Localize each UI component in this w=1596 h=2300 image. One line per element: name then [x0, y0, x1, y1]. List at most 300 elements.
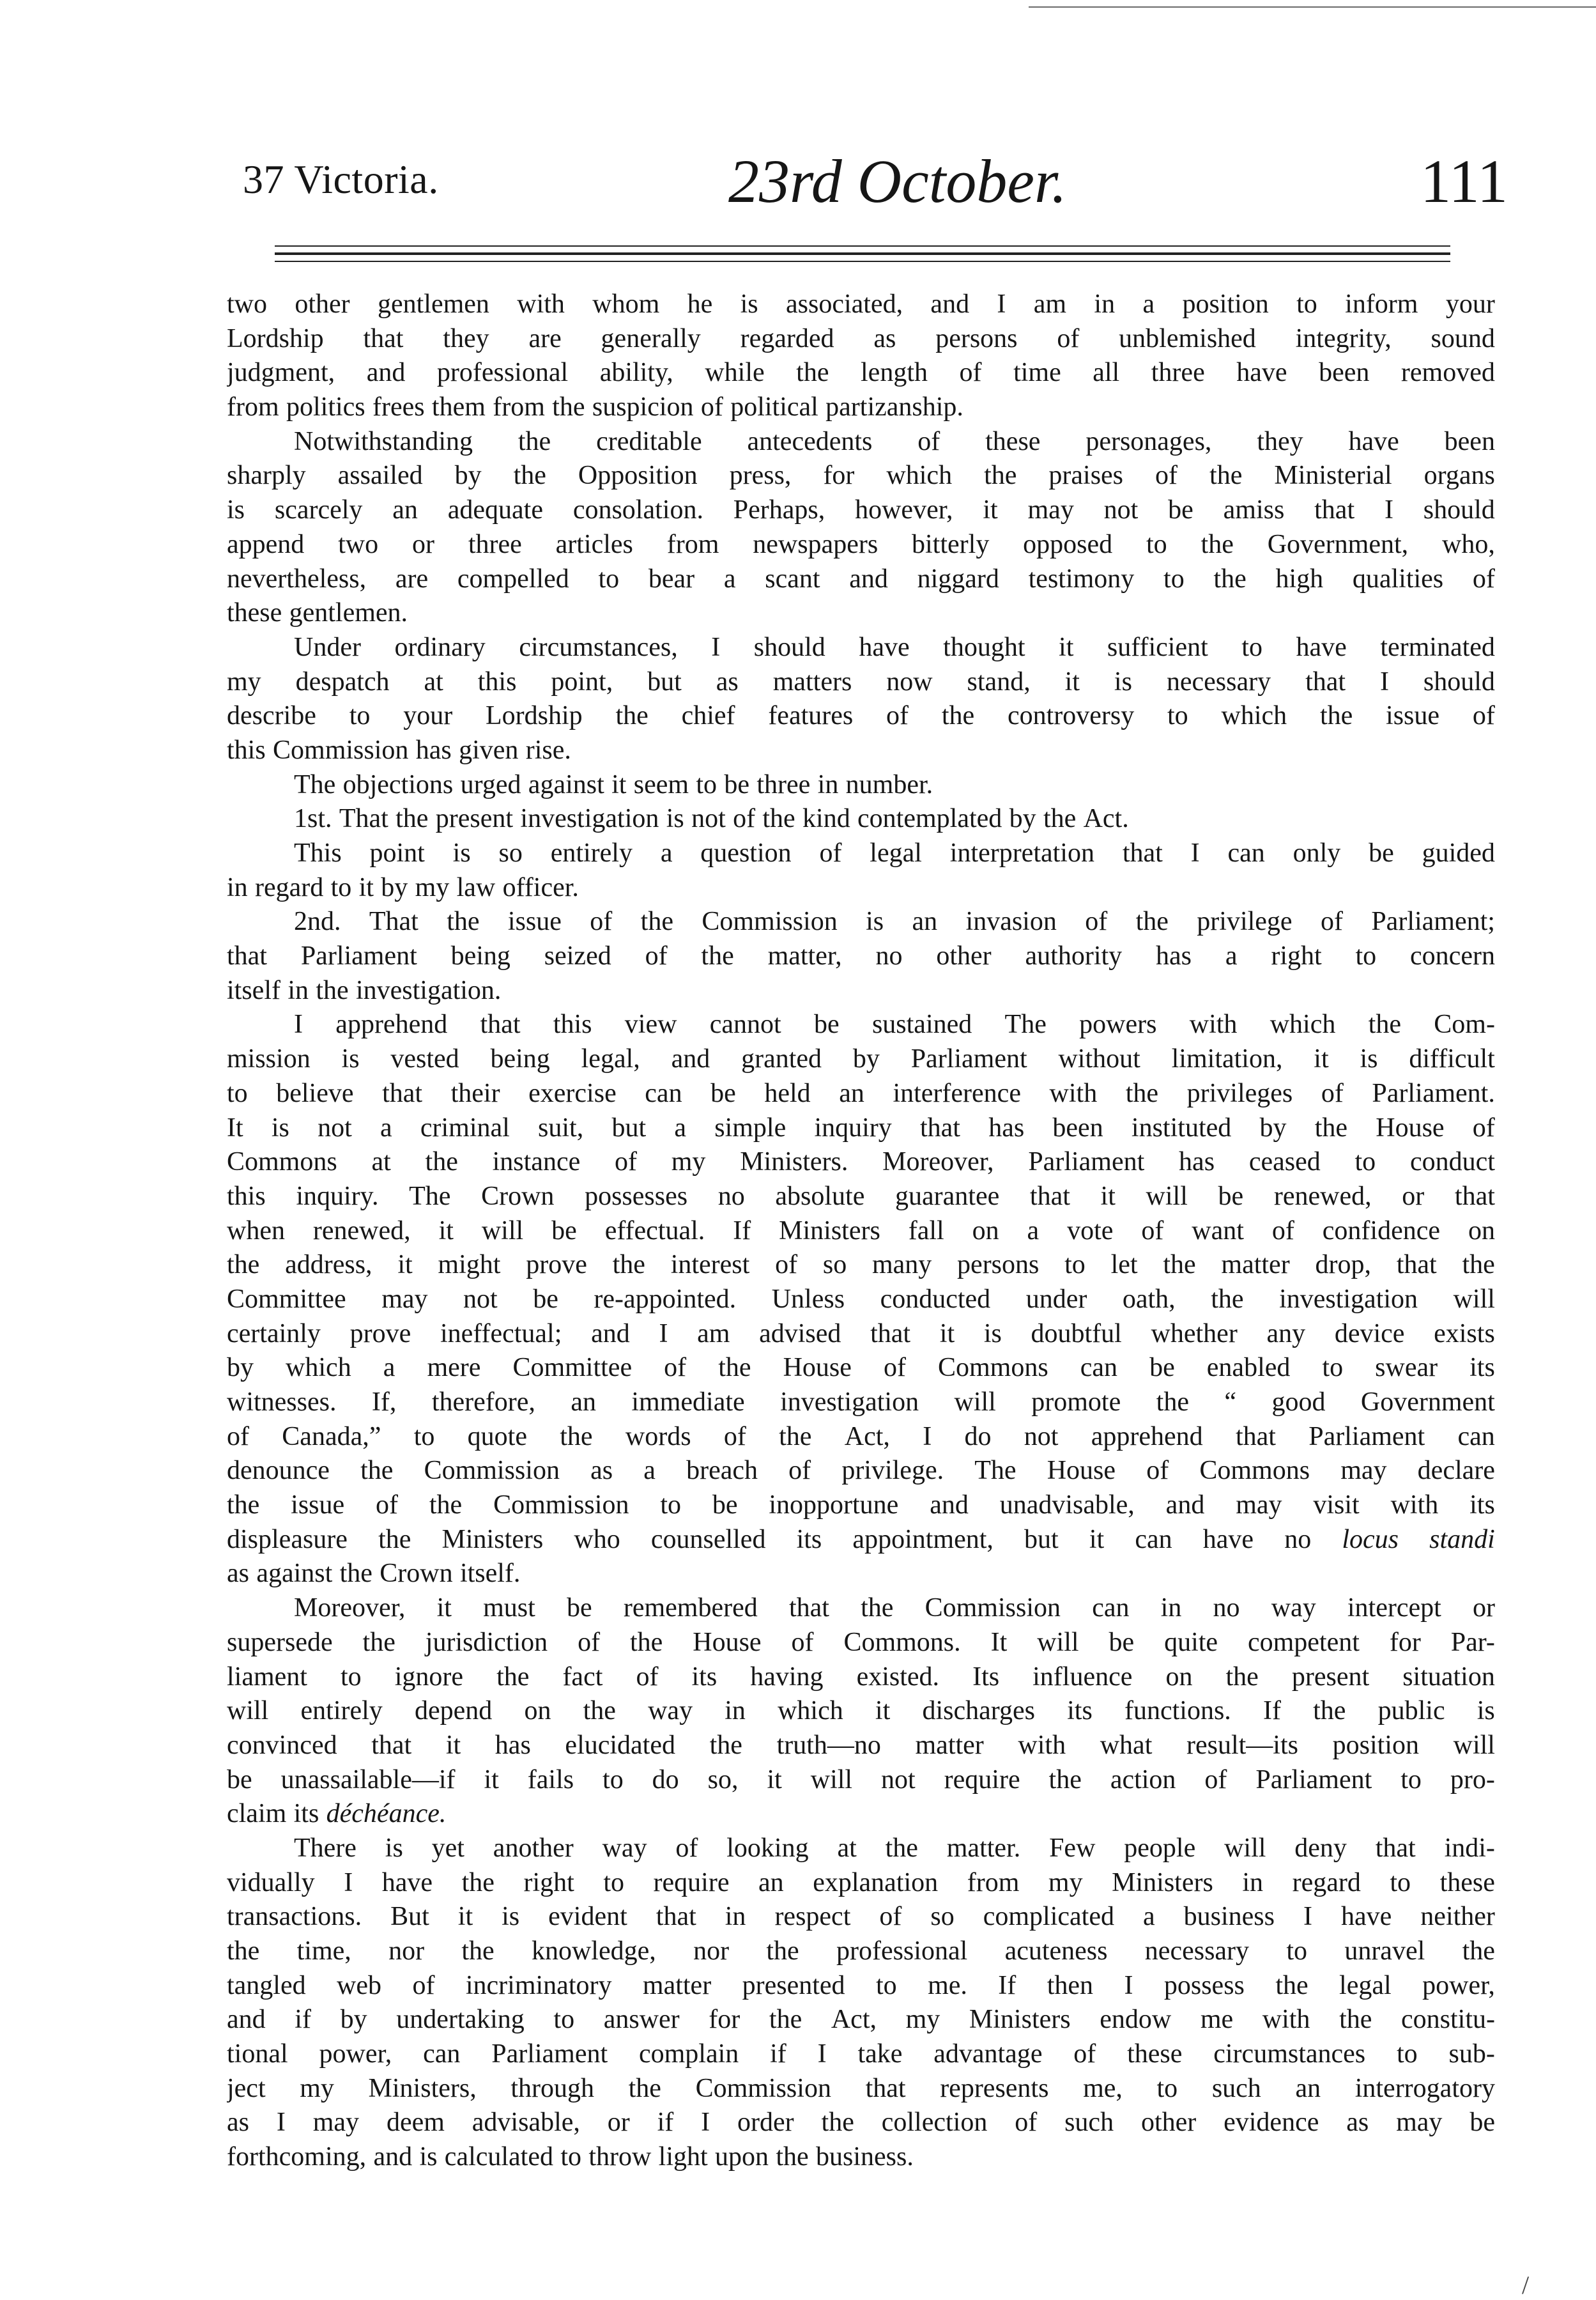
word: whom	[592, 289, 660, 319]
word: has	[415, 735, 452, 765]
word: by	[340, 2005, 367, 2035]
word: judgment,	[227, 358, 335, 388]
text-line	[227, 1008, 1495, 1042]
text-line	[227, 1660, 1495, 1695]
word: an	[758, 1867, 784, 1897]
word: will	[810, 1764, 853, 1794]
word: appointment,	[852, 1524, 994, 1554]
word: is	[866, 907, 884, 937]
word: prove	[349, 1318, 411, 1348]
word: the	[1368, 1010, 1401, 1040]
word: take	[857, 2039, 903, 2069]
word: to	[1286, 1936, 1308, 1966]
word: the	[339, 1559, 372, 1589]
word: associated,	[785, 289, 903, 319]
word: locus	[1342, 1524, 1399, 1554]
word: competent	[1247, 1627, 1360, 1657]
word: they	[1257, 426, 1303, 456]
word: Parliament;	[1371, 907, 1495, 937]
word: vested	[390, 1044, 459, 1074]
word: possesses	[585, 1181, 688, 1211]
word: three	[1151, 358, 1205, 388]
word: Perhaps,	[733, 495, 825, 525]
word: inquiry	[814, 1113, 892, 1143]
word: to	[875, 1970, 897, 2000]
word: the	[941, 701, 975, 731]
word: Committee	[227, 1284, 346, 1314]
word: depend	[414, 1696, 493, 1726]
word: instituted	[1131, 1113, 1232, 1143]
word: such	[1064, 2108, 1114, 2138]
word: ineffectual;	[440, 1318, 562, 1348]
text-line	[227, 631, 1495, 665]
word: in	[817, 769, 839, 799]
word: order	[737, 2108, 794, 2138]
word: forthcoming,	[227, 2142, 367, 2172]
word: of	[886, 701, 909, 731]
word: effectual.	[604, 1216, 705, 1246]
word: constitu-	[1401, 2005, 1495, 2035]
word: exercise	[528, 1078, 617, 1108]
word: no	[1213, 1593, 1240, 1623]
word: the	[769, 2005, 802, 2035]
word: power,	[1422, 1970, 1495, 2000]
word: its	[293, 1799, 319, 1829]
word: that	[1396, 1250, 1437, 1280]
word: the	[701, 941, 734, 971]
word: if	[657, 2108, 674, 2138]
word: with	[1262, 2005, 1310, 2035]
word: be	[712, 1490, 738, 1520]
word: they	[443, 323, 489, 353]
word: which	[1221, 701, 1287, 731]
word: and	[849, 564, 888, 594]
word: I	[276, 2108, 286, 2138]
word: advised	[759, 1318, 841, 1348]
word: the	[630, 1627, 663, 1657]
word: unblemished	[1119, 323, 1256, 353]
word: of	[590, 907, 613, 937]
header-regnal-year: 37 Victoria.	[243, 157, 439, 202]
word: to	[349, 701, 371, 731]
word: under	[1025, 1284, 1087, 1314]
word: from	[227, 392, 279, 422]
word: itself.	[459, 1559, 521, 1589]
word: its	[1469, 1490, 1495, 1520]
word: held	[764, 1078, 811, 1108]
word: should	[1423, 495, 1495, 525]
word: I	[1190, 838, 1200, 868]
word: the	[885, 1833, 918, 1863]
word: That	[369, 907, 418, 937]
word: of	[636, 1662, 659, 1692]
word: and	[671, 1044, 710, 1074]
word: Opposition	[578, 461, 698, 491]
word: is	[341, 1044, 360, 1074]
word: can	[645, 1078, 682, 1108]
word: the	[718, 1353, 751, 1383]
word: be	[551, 1216, 577, 1246]
word: I	[1384, 495, 1393, 525]
word: Commons	[1199, 1456, 1310, 1486]
word: Commission	[925, 1593, 1061, 1623]
word: that	[1375, 1833, 1416, 1863]
word: has	[1156, 941, 1192, 971]
word: have	[1202, 1524, 1254, 1554]
word: scarcely	[274, 495, 363, 525]
word: matter	[915, 1730, 984, 1760]
word: pro-	[1450, 1764, 1495, 1794]
word: and	[930, 1490, 969, 1520]
word: It	[227, 1113, 243, 1143]
word: I	[817, 2039, 827, 2069]
word: which	[1270, 1010, 1336, 1040]
corner-mark: /	[1522, 2271, 1530, 2299]
word: the	[1319, 701, 1353, 731]
word: sustained	[871, 1010, 972, 1040]
word: to	[1354, 1147, 1376, 1177]
word: Crown	[481, 1181, 555, 1211]
word: 2nd.	[294, 907, 341, 937]
word: political	[730, 392, 818, 422]
word: my	[227, 667, 261, 697]
word: antecedents	[747, 426, 873, 456]
word: be	[1469, 2108, 1495, 2138]
word: a	[1142, 1902, 1155, 1932]
word: with	[1189, 1010, 1238, 1040]
word: of	[917, 426, 940, 456]
word: its	[1067, 1696, 1093, 1726]
word: investigation	[520, 804, 659, 834]
word: investigation	[780, 1387, 919, 1417]
word: it	[1059, 632, 1074, 662]
word: not	[318, 1113, 352, 1143]
word: transactions.	[227, 1902, 362, 1932]
word: on	[524, 1696, 551, 1726]
word: high	[1275, 564, 1324, 594]
word: who	[574, 1524, 620, 1554]
word: good	[1271, 1387, 1326, 1417]
word: present	[1291, 1662, 1370, 1692]
word: Commission	[424, 1456, 560, 1486]
word: being	[450, 941, 510, 971]
word: to	[696, 769, 717, 799]
word: words	[625, 1421, 691, 1451]
word: require	[653, 1867, 730, 1897]
word: my	[905, 2005, 940, 2035]
word: objections	[342, 769, 454, 799]
word: three	[756, 769, 811, 799]
word: the	[984, 461, 1017, 491]
word: of	[723, 1421, 746, 1451]
word: way	[648, 1696, 693, 1726]
word: supersede	[227, 1627, 333, 1657]
word: acuteness	[1004, 1936, 1108, 1966]
word: issue	[291, 1490, 345, 1520]
text-line	[227, 768, 1495, 803]
word: to	[1400, 1764, 1422, 1794]
word: the	[378, 1524, 411, 1554]
word: If	[1262, 1696, 1281, 1726]
word: on	[1468, 1216, 1495, 1246]
word: to	[1241, 632, 1262, 662]
word: it	[397, 1250, 413, 1280]
word: possess	[1163, 1970, 1245, 2000]
word: the	[447, 907, 480, 937]
word: the	[1213, 564, 1247, 594]
word: the	[316, 975, 349, 1005]
text-line	[227, 2037, 1495, 2072]
word: may	[1236, 1490, 1282, 1520]
word: Commission	[702, 907, 838, 937]
word: the	[560, 1421, 593, 1451]
word: nor	[388, 1936, 425, 1966]
word: limitation,	[1171, 1044, 1283, 1074]
word: from	[967, 1867, 1020, 1897]
word: will	[1453, 1730, 1495, 1760]
word: that	[480, 1010, 521, 1040]
word: witnesses.	[227, 1387, 337, 1417]
word: their	[450, 1078, 500, 1108]
word: will	[1037, 1627, 1079, 1657]
word: circumstances	[1213, 2039, 1366, 2069]
word: for	[1389, 1627, 1421, 1657]
word: let	[1110, 1250, 1138, 1280]
word: that	[363, 323, 404, 353]
word: to	[1396, 2039, 1418, 2069]
word: of	[883, 1353, 906, 1383]
word: sub-	[1448, 2039, 1495, 2069]
word: it	[1089, 1524, 1105, 1554]
text-line	[227, 322, 1495, 357]
word: is	[502, 1902, 520, 1932]
text-line	[227, 1385, 1495, 1420]
word: these	[1127, 2039, 1183, 2069]
word: should	[1423, 667, 1495, 697]
word: to	[1146, 529, 1167, 559]
text-line	[227, 288, 1495, 322]
word: displeasure	[227, 1524, 348, 1554]
word: now	[886, 667, 933, 697]
text-line	[227, 1317, 1495, 1352]
word: business.	[815, 2142, 914, 2172]
word: may	[1027, 495, 1074, 525]
word: The	[294, 769, 336, 799]
text-line	[227, 2140, 1495, 2175]
word: device	[1334, 1318, 1405, 1348]
word: visit	[1313, 1490, 1360, 1520]
word: right	[523, 1867, 574, 1897]
word: can	[423, 2039, 461, 2069]
word: point,	[551, 667, 613, 697]
word: But	[390, 1902, 429, 1932]
word: the	[1135, 907, 1169, 937]
word: apprehend	[335, 1010, 448, 1040]
word: so	[822, 1250, 847, 1280]
word: or	[1402, 1181, 1425, 1211]
word: what	[1100, 1730, 1153, 1760]
word: the	[1156, 1387, 1189, 1417]
word: the	[779, 1421, 812, 1451]
word: 1st.	[294, 804, 332, 834]
word: in	[227, 872, 248, 902]
word: suspicion	[592, 392, 694, 422]
word: that	[656, 1902, 696, 1932]
word: that	[382, 1078, 423, 1108]
word: Par-	[1450, 1627, 1495, 1657]
word: then	[1047, 1970, 1094, 2000]
word: seem	[633, 769, 689, 799]
word: compelled	[457, 564, 569, 594]
word: persons	[957, 1250, 1040, 1280]
word: business	[1183, 1902, 1275, 1932]
text-line	[227, 390, 1495, 425]
word: will	[1453, 1284, 1495, 1314]
word: be	[1168, 495, 1193, 525]
word: discharges	[922, 1696, 1035, 1726]
text-line	[227, 2072, 1495, 2106]
text-line	[227, 1248, 1495, 1283]
word: Act.	[1083, 804, 1129, 834]
word: the	[496, 1662, 530, 1692]
word: the	[425, 1147, 458, 1177]
word: which	[286, 1353, 351, 1383]
word: unravel	[1344, 1936, 1425, 1966]
text-line	[227, 1694, 1495, 1729]
word: this	[553, 1010, 592, 1040]
text-line	[227, 493, 1495, 528]
word: that	[371, 1730, 412, 1760]
word: against	[256, 1559, 333, 1589]
word: whether	[1151, 1318, 1238, 1348]
word: will	[227, 1696, 269, 1726]
word: be	[227, 1764, 252, 1794]
text-line	[227, 939, 1495, 974]
word: intercept	[1347, 1593, 1441, 1623]
word: criminal	[420, 1113, 510, 1143]
word: am	[1033, 289, 1067, 319]
word: of	[788, 1456, 811, 1486]
word: to	[1296, 289, 1317, 319]
word: convinced	[227, 1730, 337, 1760]
word: to	[660, 1490, 681, 1520]
word: the	[1314, 1113, 1348, 1143]
word: my	[1048, 1867, 1083, 1897]
word: with	[1018, 1730, 1066, 1760]
word: Ministers	[441, 1524, 544, 1554]
word: while	[705, 358, 765, 388]
word: will	[1224, 1833, 1266, 1863]
word: be	[1109, 1627, 1135, 1657]
word: amiss	[1223, 495, 1285, 525]
word: I	[659, 1318, 668, 1348]
word: the	[227, 1250, 260, 1280]
word: of	[1155, 461, 1178, 491]
word: Ministers,	[368, 2073, 477, 2103]
word: the	[1201, 529, 1234, 559]
word: at	[837, 1833, 857, 1863]
word: of	[578, 1627, 601, 1657]
word: sound	[1431, 323, 1495, 353]
word: granted	[741, 1044, 822, 1074]
word: have	[381, 1867, 433, 1897]
word: me,	[1083, 2073, 1123, 2103]
word: been	[1319, 358, 1370, 388]
word: If,	[371, 1387, 397, 1417]
word: circumstances,	[519, 632, 678, 662]
word: other	[936, 941, 992, 971]
word: no	[1284, 1524, 1312, 1554]
word: concern	[1410, 941, 1495, 971]
word: right	[1271, 941, 1322, 971]
word: urged	[460, 769, 521, 799]
word: be	[533, 1284, 558, 1314]
word: press,	[729, 461, 792, 491]
word: is	[1114, 667, 1132, 697]
word: ability,	[599, 358, 673, 388]
word: Parliament	[1308, 1421, 1425, 1451]
word: time	[1013, 358, 1061, 388]
header-divider-rules	[275, 245, 1450, 265]
word: difficult	[1409, 1044, 1495, 1074]
word: the	[640, 907, 673, 937]
word: tangled	[227, 1970, 306, 2000]
word: length	[861, 358, 928, 388]
divider-rule-thin-top	[275, 245, 1450, 247]
word: the	[762, 804, 795, 834]
word: ject	[227, 2073, 266, 2103]
text-line	[227, 802, 1495, 837]
text-line	[227, 2003, 1495, 2037]
word: if	[770, 2039, 786, 2069]
word: be	[724, 769, 750, 799]
word: it	[939, 1318, 955, 1348]
word: Ministers.	[740, 1147, 848, 1177]
word: will	[481, 1216, 524, 1246]
word: the	[821, 2108, 854, 2138]
word: a	[674, 1113, 686, 1143]
word: through	[510, 2073, 594, 2103]
word: to	[1322, 1353, 1344, 1383]
word: without	[1058, 1044, 1140, 1074]
word: of	[675, 1833, 698, 1863]
word: the	[776, 2142, 809, 2172]
text-line	[227, 1626, 1495, 1660]
word: despatch	[295, 667, 390, 697]
word: action	[1110, 1764, 1176, 1794]
word: it	[1314, 1044, 1329, 1074]
text-line	[227, 1351, 1495, 1385]
word: adequate	[447, 495, 543, 525]
word: it	[457, 1902, 473, 1932]
word: guided	[1422, 838, 1495, 868]
word: interest	[670, 1250, 750, 1280]
word: testimony	[1028, 564, 1135, 594]
header-date: 23rd October.	[728, 147, 1067, 215]
word: the	[429, 1490, 463, 1520]
word: praises	[1048, 461, 1124, 491]
word: is	[227, 495, 245, 525]
word: gentlemen.	[289, 598, 408, 628]
word: nevertheless,	[227, 564, 367, 594]
word: simple	[714, 1113, 786, 1143]
word: This	[294, 838, 342, 868]
word: House	[1047, 1456, 1116, 1486]
word: Lordship	[227, 323, 324, 353]
word: newspapers	[753, 529, 879, 559]
word: result—its	[1186, 1730, 1298, 1760]
word: of	[1073, 2039, 1096, 2069]
